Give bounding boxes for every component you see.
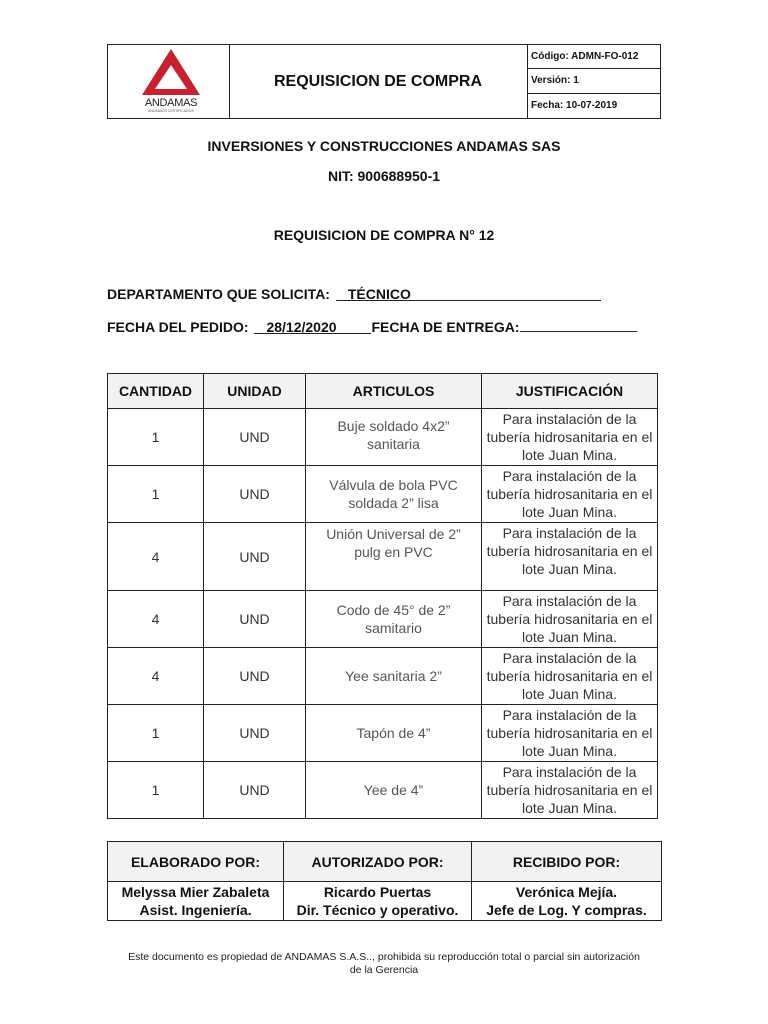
signature-table (107, 841, 662, 921)
company-nit: NIT: 900688950-1 (327, 168, 441, 184)
company-name: INVERSIONES Y CONSTRUCCIONES ANDAMAS SAS (207, 138, 561, 154)
prepared-by-role: Asist. Ingeniería. (139, 902, 252, 918)
col-header-unit: UNIDAD (204, 374, 306, 409)
col-header-quantity: CANTIDAD (108, 374, 204, 409)
received-by-name: Verónica Mejía. (515, 884, 618, 900)
cell-quantity: 1 (108, 409, 204, 466)
form-meta (528, 45, 661, 118)
svg-text:ANDAMIOS CERTIFICADOS: ANDAMIOS CERTIFICADOS (148, 109, 194, 113)
received-by-cell (472, 882, 662, 921)
table-row (108, 409, 658, 466)
cell-article: Buje soldado 4x2” sanitaria (306, 409, 482, 466)
department-line (107, 286, 601, 302)
items-table (107, 373, 658, 819)
table-row (108, 523, 658, 591)
cell-unit: UND (204, 648, 306, 705)
cell-unit: UND (204, 705, 306, 762)
authorized-by-cell (284, 882, 472, 921)
prepared-by-cell (108, 882, 284, 921)
col-header-articles: ARTICULOS (306, 374, 482, 409)
form-date: Fecha: 10-07-2019 (531, 100, 618, 112)
cell-unit: UND (204, 409, 306, 466)
form-version: Versión: 1 (528, 69, 661, 93)
table-row (108, 762, 658, 819)
authorized-by-header: AUTORIZADO POR: (284, 842, 472, 882)
cell-quantity: 4 (108, 591, 204, 648)
cell-quantity: 4 (108, 523, 204, 591)
andamas-logo-icon (108, 45, 229, 118)
prepared-by-header: ELABORADO POR: (108, 842, 284, 882)
cell-article: Yee de 4” (306, 762, 482, 819)
dates-line (107, 316, 637, 335)
cell-justification: Para instalación de la tubería hidrosanitaria en el lote Juan Mina. (482, 409, 658, 466)
order-date-value: 28/12/2020 (266, 319, 337, 335)
cell-justification: Para instalación de la tubería hidrosanitaria en el lote Juan Mina. (482, 591, 658, 648)
form-code: Código: ADMN-FO-012 (528, 45, 661, 69)
cell-article: Codo de 45° de 2” samitario (306, 591, 482, 648)
footer-disclaimer (100, 951, 668, 977)
order-date-label: FECHA DEL PEDIDO: (107, 319, 249, 335)
footer-line-1: Este documento es propiedad de ANDAMAS S.A.S.., prohibida su reproducción total o parcial sin autorización (128, 951, 640, 963)
cell-unit: UND (204, 762, 306, 819)
delivery-date-field[interactable] (520, 316, 637, 332)
cell-article: Yee sanitaria 2” (306, 648, 482, 705)
svg-text:ANDAMAS: ANDAMAS (144, 97, 198, 109)
prepared-by-name: Melyssa Mier Zabaleta (121, 884, 270, 900)
requisition-title: REQUISICION DE COMPRA N° 12 (273, 227, 495, 243)
table-row (108, 705, 658, 762)
authorized-by-name: Ricardo Puertas (323, 884, 432, 900)
logo-cell (108, 45, 230, 118)
table-row (108, 648, 658, 705)
cell-unit: UND (204, 591, 306, 648)
form-title: REQUISICION DE COMPRA (229, 45, 528, 118)
items-header-row (108, 374, 658, 409)
cell-unit: UND (204, 466, 306, 523)
signature-header-row (108, 842, 662, 882)
footer-line-2: de la Gerencia (349, 964, 419, 976)
cell-quantity: 4 (108, 648, 204, 705)
cell-article: Válvula de bola PVC soldada 2” lisa (306, 466, 482, 523)
document-header (107, 44, 661, 119)
cell-quantity: 1 (108, 466, 204, 523)
table-row (108, 466, 658, 523)
cell-quantity: 1 (108, 762, 204, 819)
department-field[interactable] (336, 286, 601, 301)
cell-article: Unión Universal de 2” pulg en PVC (306, 523, 482, 591)
cell-justification: Para instalación de la tubería hidrosanitaria en el lote Juan Mina. (482, 523, 658, 591)
cell-justification: Para instalación de la tubería hidrosanitaria en el lote Juan Mina. (482, 466, 658, 523)
department-label: DEPARTAMENTO QUE SOLICITA: (107, 286, 330, 302)
received-by-role: Jefe de Log. Y compras. (486, 902, 647, 918)
cell-justification: Para instalación de la tubería hidrosanitaria en el lote Juan Mina. (482, 705, 658, 762)
cell-justification: Para instalación de la tubería hidrosanitaria en el lote Juan Mina. (482, 648, 658, 705)
cell-unit: UND (204, 523, 306, 591)
authorized-by-role: Dir. Técnico y operativo. (296, 902, 459, 918)
cell-justification: Para instalación de la tubería hidrosanitaria en el lote Juan Mina. (482, 762, 658, 819)
order-date-field[interactable] (254, 319, 371, 334)
delivery-date-label: FECHA DE ENTREGA: (371, 319, 520, 335)
cell-quantity: 1 (108, 705, 204, 762)
department-value: TÉCNICO (347, 286, 411, 302)
received-by-header: RECIBIDO POR: (472, 842, 662, 882)
table-row (108, 591, 658, 648)
signature-names-row (108, 882, 662, 921)
col-header-justification: JUSTIFICACIÓN (482, 374, 658, 409)
cell-article: Tapón de 4” (306, 705, 482, 762)
